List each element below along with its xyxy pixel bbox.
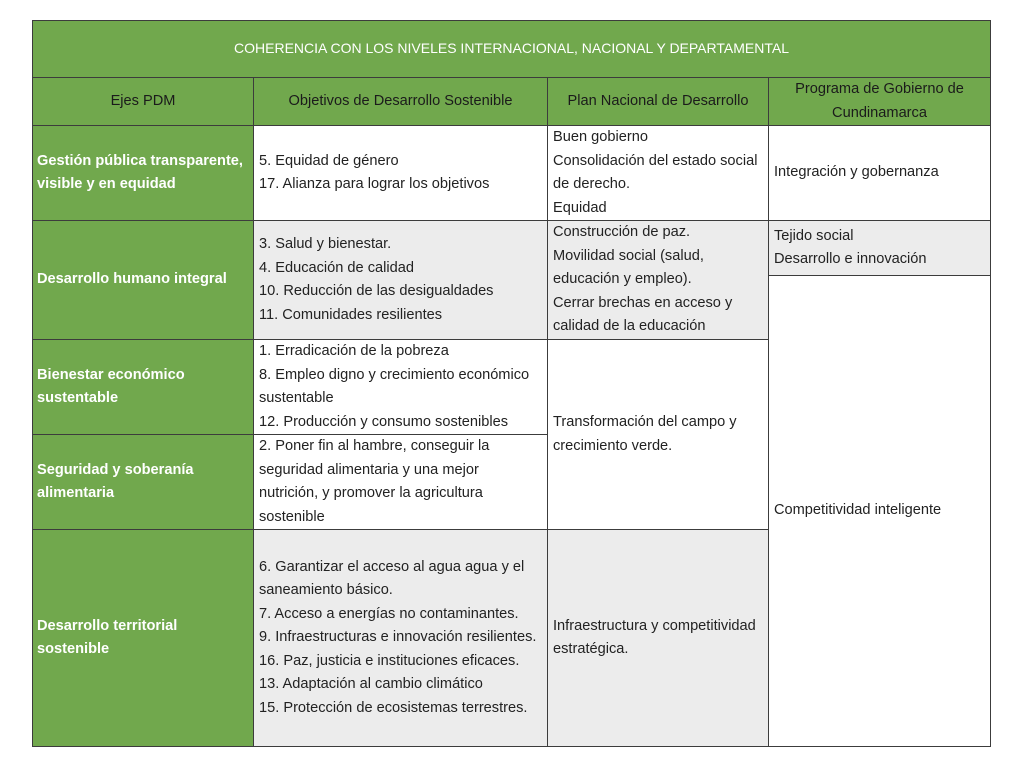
pnd-cell <box>548 530 769 747</box>
header-pnd: Plan Nacional de Desarrollo <box>548 78 769 126</box>
pnd-item: Cerrar brechas en acceso y calidad de la educación <box>553 294 733 335</box>
ods-item: 10. Reducción de las desigualdades <box>259 283 494 299</box>
pnd-item: Construcción de paz. <box>553 224 691 241</box>
ods-item: 7. Acceso a energías no contaminantes. <box>259 605 519 622</box>
pnd-item: Buen gobierno <box>553 129 648 145</box>
ods-item: 12. Producción y consumo sostenibles <box>259 413 509 430</box>
pnd-cell <box>548 221 769 340</box>
table-title: COHERENCIA CON LOS NIVELES INTERNACIONAL, NACIONAL Y DEPARTAMENTAL <box>33 21 991 78</box>
pnd-cell <box>548 340 769 530</box>
ods-cell <box>254 126 548 221</box>
pgc-cell <box>769 221 991 276</box>
header-ods: Objetivos de Desarrollo Sostenible <box>254 78 548 126</box>
ods-item: 5. Equidad de género <box>259 152 399 169</box>
ods-item: 13. Adaptación al cambio climático <box>259 676 483 693</box>
eje-label: Desarrollo territorial sostenible <box>33 530 254 747</box>
pnd-cell <box>548 126 769 221</box>
ods-item: 2. Poner fin al hambre, conseguir la seguridad alimentaria y una mejor nutrición, y promover la agricultura sostenible <box>259 438 490 525</box>
pgc-item: Desarrollo e innovación <box>774 251 927 267</box>
ods-cell <box>254 530 548 747</box>
ods-item: 1. Erradicación de la pobreza <box>259 343 449 359</box>
eje-label: Bienestar económico sustentable <box>33 340 254 435</box>
header-programa-gobierno: Programa de Gobierno de Cundinamarca <box>769 78 991 126</box>
pnd-item: Consolidación del estado social de derecho. <box>553 152 758 192</box>
ods-cell <box>254 340 548 435</box>
pgc-cell <box>769 126 991 221</box>
ods-item: 16. Paz, justicia e instituciones eficaces. <box>259 652 520 669</box>
header-ejes-pdm: Ejes PDM <box>33 78 254 126</box>
pnd-item: Equidad <box>553 199 607 216</box>
ods-cell <box>254 435 548 530</box>
eje-label: Seguridad y soberanía alimentaria <box>33 435 254 530</box>
eje-label: Gestión pública transparente, visible y en equidad <box>33 126 254 221</box>
pnd-item: Movilidad social (salud, educación y empleo). <box>553 247 704 288</box>
ods-cell <box>254 221 548 340</box>
ods-item: 6. Garantizar el acceso al agua agua y el saneamiento básico. <box>259 558 525 599</box>
coherence-table <box>32 20 991 747</box>
ods-item: 8. Empleo digno y crecimiento económico sustentable <box>259 366 530 406</box>
ods-item: 15. Protección de ecosistemas terrestres. <box>259 699 528 716</box>
pgc-item: Integración y gobernanza <box>774 164 939 181</box>
pgc-item: Tejido social <box>774 227 854 244</box>
pnd-item: Transformación del campo y crecimiento verde. <box>553 414 737 454</box>
ods-item: 17. Alianza para lograr los objetivos <box>259 176 490 192</box>
eje-label: Desarrollo humano integral <box>33 221 254 340</box>
ods-item: 3. Salud y bienestar. <box>259 236 392 252</box>
pnd-item: Infraestructura y competitividad estratégica. <box>553 617 756 657</box>
ods-item: 9. Infraestructuras e innovación resilientes. <box>259 629 537 646</box>
pgc-item: Competitividad inteligente <box>774 502 942 519</box>
table-row <box>33 221 991 276</box>
ods-item: 11. Comunidades resilientes <box>259 306 443 323</box>
ods-item: 4. Educación de calidad <box>259 259 414 276</box>
table-row <box>33 126 991 221</box>
pgc-competitividad-cell <box>769 276 991 747</box>
